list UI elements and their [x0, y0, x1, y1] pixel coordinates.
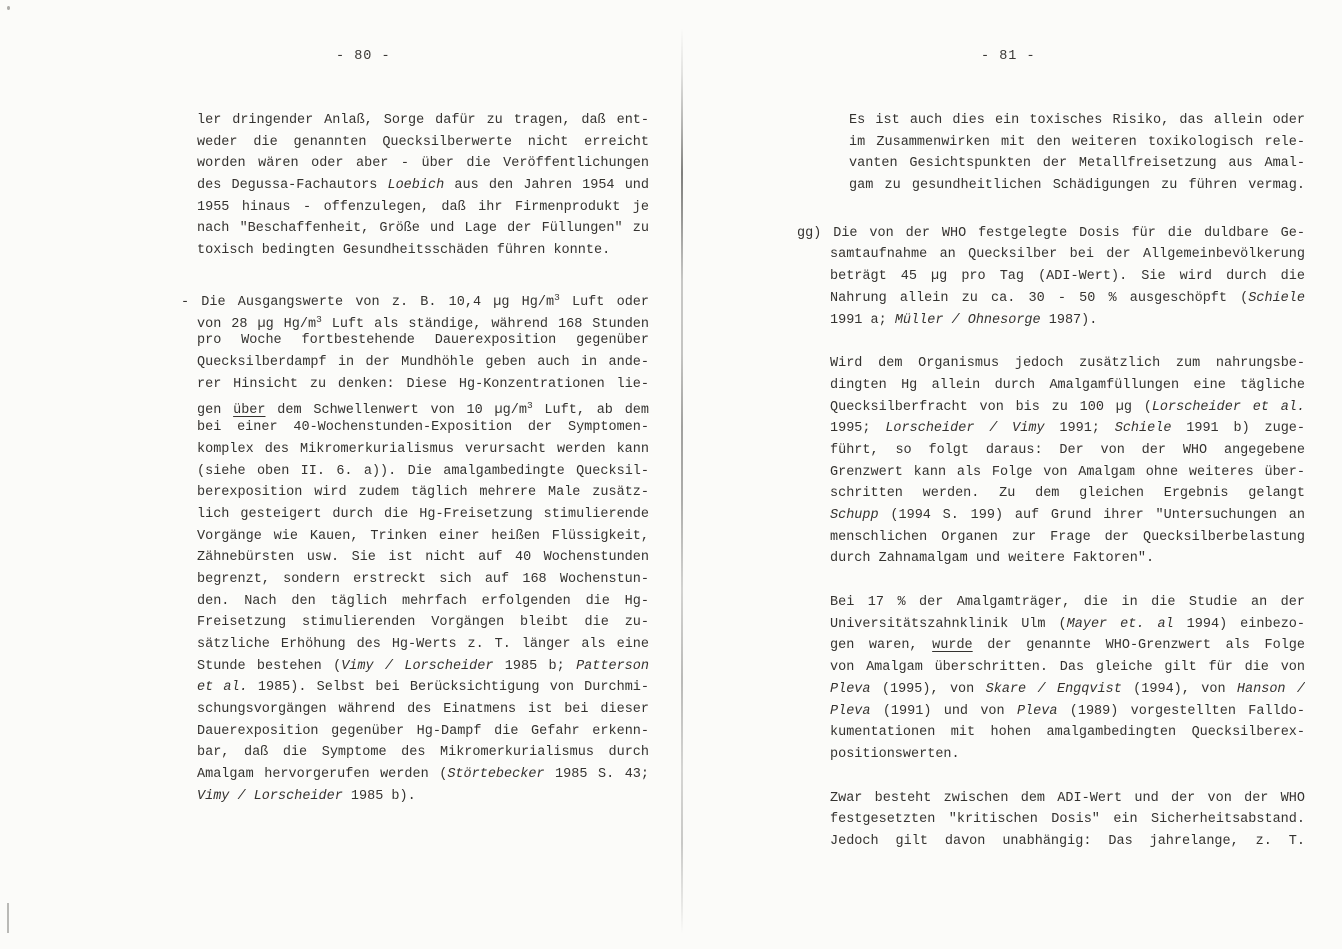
text-line: 1955 hinaus - offenzulegen, daß ihr Firmenprodukt je	[197, 199, 649, 215]
text-line: ler dringender Anlaß, Sorge dafür zu tragen, daß ent-	[197, 113, 649, 128]
text-line: des Degussa-Fachautors Loebich aus den Jahren 1954 und	[197, 178, 649, 194]
text-line: beträgt 45 µg pro Tag (ADI-Wert). Sie wird durch die	[830, 269, 1305, 285]
text-line: samtaufnahme an Quecksilber bei der Allgemeinbevölkerung	[830, 247, 1305, 263]
text-line: weder die genannten Quecksilberwerte nicht erreicht	[197, 134, 649, 150]
text-line: gen waren, wurde der genannte WHO-Grenzwert als Folge	[830, 638, 1305, 654]
text-line: Grenzwert kann als Folge von Amalgam ohne weiteres über-	[830, 464, 1305, 480]
text-line: Stunde bestehen (Vimy / Lorscheider 1985 b; Patterson	[197, 658, 649, 674]
text-line: von 28 µg $Hg/m^3$ Luft als ständige, während 168 Stunden	[197, 313, 649, 331]
scan-speck	[7, 6, 10, 10]
text-line: et al. 1985). Selbst bei Berücksichtigung von Durchmi-	[197, 680, 649, 696]
page-80-text-column	[181, 110, 649, 833]
text-line: nach "Beschaffenheit, Größe und Lage der Füllungen" zu	[197, 221, 649, 237]
text-line: Wird dem Organismus jedoch zusätzlich zum nahrungsbe-	[830, 356, 1305, 372]
paragraph	[181, 287, 649, 808]
text-line: 1995; Lorscheider / Vimy 1991; Schiele 1991 b) zuge-	[830, 421, 1305, 437]
paragraph	[197, 110, 649, 262]
text-line: gg) Die von der WHO festgelegte Dosis für die duldbare Ge-	[797, 225, 1305, 241]
text-line: menschlichen Organen zur Frage der Quecksilberbelastung	[830, 529, 1305, 545]
text-line: sätzliche Erhöhung des Hg-Werts z. T. länger als eine	[197, 637, 649, 652]
text-line: Zähnebürsten usw. Sie ist nicht auf 40 Wochenstunden	[197, 550, 649, 566]
text-line: pro Woche fortbestehende Dauerexposition gegenüber	[197, 333, 649, 349]
text-line: bei einer 40-Wochenstunden-Exposition der Symptomen-	[197, 420, 649, 436]
paragraph	[849, 110, 1305, 197]
page-gutter-shadow	[681, 28, 683, 934]
text-line: Vorgänge wie Kauen, Trinken einer heißen Flüssigkeit,	[197, 528, 649, 544]
text-line: worden wären oder aber - über die Veröffentlichungen	[197, 156, 649, 172]
text-line: von Amalgam überschritten. Das gleiche gilt für die von	[830, 660, 1305, 676]
text-line: schungsvorgängen während des Einatmens ist bei dieser	[197, 702, 649, 718]
page-number-81: - 81 -	[981, 49, 1036, 64]
text-line: gam zu gesundheitlichen Schädigungen zu führen vermag.	[849, 178, 1305, 194]
text-line: (siehe oben II. 6. a)). Die amalgambedingte Quecksil-	[197, 463, 649, 479]
text-line: Dauerexposition gegenüber Hg-Dampf die Gefahr erkenn-	[197, 723, 649, 739]
paragraph	[797, 223, 1305, 331]
text-line: Nahrung allein zu ca. 30 - 50 % ausgeschöpft (Schiele	[830, 290, 1305, 306]
page-number-80: - 80 -	[336, 49, 391, 64]
text-line: Pleva (1995), von Skare / Engqvist (1994), von Hanson /	[830, 681, 1305, 697]
text-line: Jedoch gilt davon unabhängig: Das jahrelange, z. T.	[830, 833, 1305, 849]
text-line: rer Hinsicht zu denken: Diese Hg-Konzentrationen lie-	[197, 376, 649, 392]
text-line: Universitätszahnklinik Ulm (Mayer et. al 1994) einbezo-	[830, 616, 1305, 632]
text-line: Vimy / Lorscheider 1985 b).	[197, 788, 416, 804]
paragraph	[830, 353, 1305, 570]
text-line: Freisetzung stimulierenden Vorgängen bleibt die zu-	[197, 615, 649, 631]
text-line: Amalgam hervorgerufen werden (Störtebecker 1985 S. 43;	[197, 767, 649, 783]
text-line: festgesetzten "kritischen Dosis" ein Sicherheitsabstand.	[830, 812, 1305, 828]
text-line: Schupp (1994 S. 199) auf Grund ihrer "Untersuchungen an	[830, 508, 1305, 523]
text-line: den. Nach den täglich mehrfach erfolgenden die Hg-	[197, 593, 649, 609]
text-line: bar, daß die Symptome des Mikromerkurialismus durch	[197, 745, 649, 761]
text-line: gen über dem Schwellenwert von 10 $\mu g/m^3$ Luft, ab dem	[197, 400, 649, 418]
text-line: Quecksilberfracht von bis zu 100 µg (Lorscheider et al.	[830, 399, 1305, 415]
text-line: führt, so folgt daraus: Der von der WHO angegebene	[830, 442, 1305, 458]
text-line: komplex des Mikromerkurialismus verursacht werden kann	[197, 441, 649, 457]
page-81-text-column	[797, 110, 1305, 875]
text-line: durch Zahnamalgam und weitere Faktoren".	[830, 551, 1155, 567]
paragraph	[830, 592, 1305, 766]
text-line: kumentationen mit hohen amalgambedingten Quecksilberex-	[830, 725, 1305, 741]
paragraph	[830, 788, 1305, 853]
text-line: Bei 17 % der Amalgamträger, die in die Studie an der	[830, 595, 1305, 611]
text-line: 1991 a; Müller / Ohnesorge 1987).	[830, 312, 1098, 328]
text-line: Es ist auch dies ein toxisches Risiko, das allein oder	[849, 113, 1305, 128]
text-line: lich gesteigert durch die Hg-Freisetzung stimulierende	[197, 506, 649, 522]
text-line: positionswerten.	[830, 746, 960, 762]
scan-dust	[0, 0, 1, 1]
text-line: begrenzt, sondern erstreckt sich auf 168 Wochenstun-	[197, 571, 649, 587]
text-line: schritten werden. Zu dem gleichen Ergebnis gelangt	[830, 486, 1305, 502]
text-line: Zwar besteht zwischen dem ADI-Wert und der von der WHO	[830, 790, 1305, 806]
text-line: berexposition wird zudem täglich mehrere Male zusätz-	[197, 485, 649, 501]
text-line: toxisch bedingten Gesundheitsschäden führen konnte.	[197, 243, 611, 259]
text-line: vanten Gesichtspunkten der Metallfreisetzung aus Amal-	[849, 156, 1305, 172]
text-line: Quecksilberdampf in der Mundhöhle geben auch in ande-	[197, 355, 649, 371]
text-line: Pleva (1991) und von Pleva (1989) vorgestellten Falldo-	[830, 703, 1305, 719]
text-line: im Zusammenwirken mit den weiteren toxikologisch rele-	[849, 134, 1305, 150]
scan-edge-mark	[7, 903, 9, 933]
text-line: - Die Ausgangswerte von z. B. 10,4 µg $Hg/m^3$ Luft oder	[181, 292, 649, 309]
text-line: dingten Hg allein durch Amalgamfüllungen eine tägliche	[830, 377, 1305, 393]
